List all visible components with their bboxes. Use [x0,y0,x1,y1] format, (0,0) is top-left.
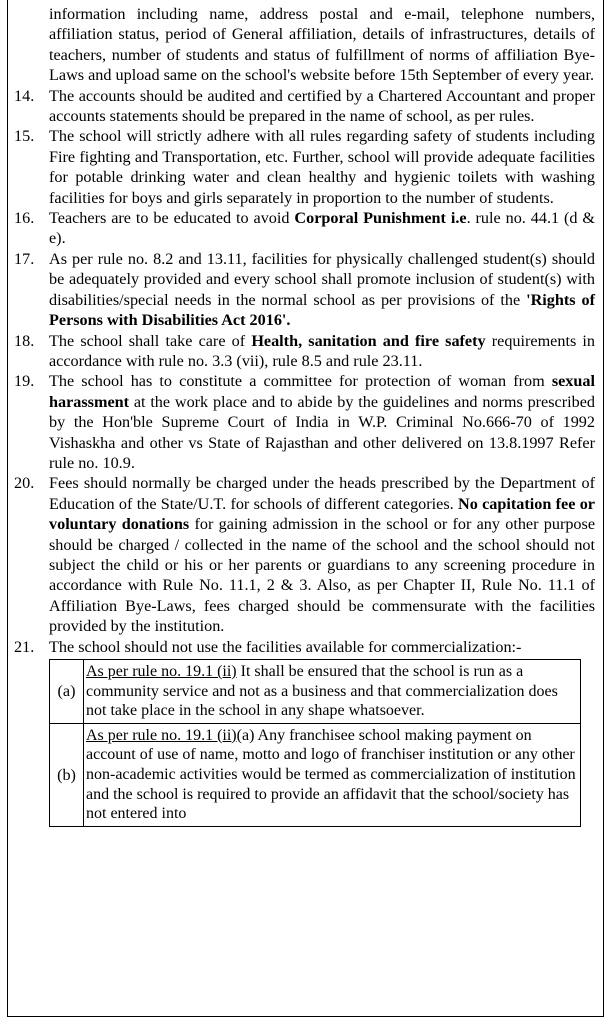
item-number: 20. [14,474,35,493]
rule-reference: As per rule no. 19.1 (ii) [86,663,237,680]
sub-item-text [84,724,580,826]
list-item-16 [8,208,595,249]
item-text [49,473,595,636]
sub-item-body: It shall be ensured that the school is run as a community service and not as a business and that commercialization does not take place in the school in any shape whatsoever. [86,663,558,720]
list-item-15 [8,126,595,208]
item-number: 14. [14,86,35,105]
item-text-bold: Health, sanitation and fire safety [251,331,486,350]
item-text-post: . rule no. 44.1 (d & e). [49,209,596,248]
item-text-bold: 'Rights of Persons with Disabilities Act 2016'. [49,290,595,330]
item-text-post: for gaining admission in the school or for any other purpose should be charged / collected in the name of the school and the school should not subject the child or his or her parents or guardians to any screening procedure in accordance with Rule No. 11.1, 2 & 3. Also, as per Chapter II, Rule No. 11.1 of Affiliation Bye-Laws, fees charged should be commensurate with the facilities provided by the institution. [49,515,596,636]
sub-item-label: (b) [50,724,84,826]
item-text-bold: sexual harassment [49,372,595,411]
item-text: The school should not use the facilities available for commercialization:- [49,637,522,656]
list-item-20 [8,473,595,636]
item-text-post: requirements in accordance with rule no. 3.3 (vii), rule 8.5 and rule 23.11. [49,331,596,370]
item-number: 21. [14,637,35,656]
sub-item-body: (a) Any franchisee school making payment on account of use of name, motto and logo of franchiser institution or any other non-academic activities would be termed as commercialization of institution and the school is required to provide an affidavit that the school/society has not entered into [86,726,576,823]
item-text-pre: Teachers are to be educated to avoid [49,209,295,228]
item-text: The accounts should be audited and certified by a Chartered Accountant and proper accounts statements should be prepared in the name of school, as per rules. [49,86,595,126]
item-text-pre: Fees should normally be charged under the heads prescribed by the Department of Education of the State/U.T. for schools of different categories. [49,474,595,513]
document-page [7,0,604,1017]
item-text-bold: No capitation fee or voluntary donations [49,494,595,534]
item-text [49,249,595,331]
item-text-bold: Corporal Punishment i.e [294,209,467,228]
item-text [49,371,595,473]
sub-items-table [49,659,581,827]
list-item-21 [8,637,595,657]
item-number: 18. [14,331,35,350]
list-item-18 [8,331,595,372]
list-item-19 [8,371,595,473]
item-number: 16. [14,209,35,228]
continuation-paragraph: information including name, address postal and e-mail, telephone numbers, affiliation status, period of General affiliation, details of infrastructures, details of teachers, number of students and status of fulfillment of norms of affiliation Bye-Laws and upload same on the school's website before 15th September of every year. [49,5,595,85]
sub-item-b [50,724,580,826]
item-text-pre: The school shall take care of [49,331,252,350]
rule-reference: As per rule no. 19.1 (ii) [86,726,237,744]
sub-item-label: (a) [50,660,84,723]
item-number: 19. [14,372,35,391]
item-text [49,331,595,372]
list-item-14 [8,86,595,127]
item-text: The school will strictly adhere with all rules regarding safety of students including Fire fighting and Transportation, etc. Further, school will provide adequate facilities for potable drinking water and clean healthy and hygienic toilets with washing facilities for boys and girls separately in proportion to the number of students. [49,127,595,207]
item-text-post: at the work place and to abide by the guidelines and norms prescribed by the Hon'ble Supreme Court of India in W.P. Criminal No.666-70 of 1992 Vishaskha and other vs State of Rajasthan and other delivered on 13.8.1997 Refer rule no. 10.9. [49,392,595,472]
item-text-pre: As per rule no. 8.2 and 13.11, facilities for physically challenged student(s) should be adequately provided and every school shall promote inclusion of student(s) with disabilities/special needs in the normal school as per provisions of the [49,249,595,309]
item-number: 15. [14,127,35,146]
sub-item-text [84,660,580,723]
sub-item-a [50,660,580,724]
item-text-pre: The school has to constitute a committee for protection of woman from [49,372,552,391]
item-number: 17. [14,249,35,268]
list-item-17 [8,249,595,331]
item-text [49,208,595,249]
